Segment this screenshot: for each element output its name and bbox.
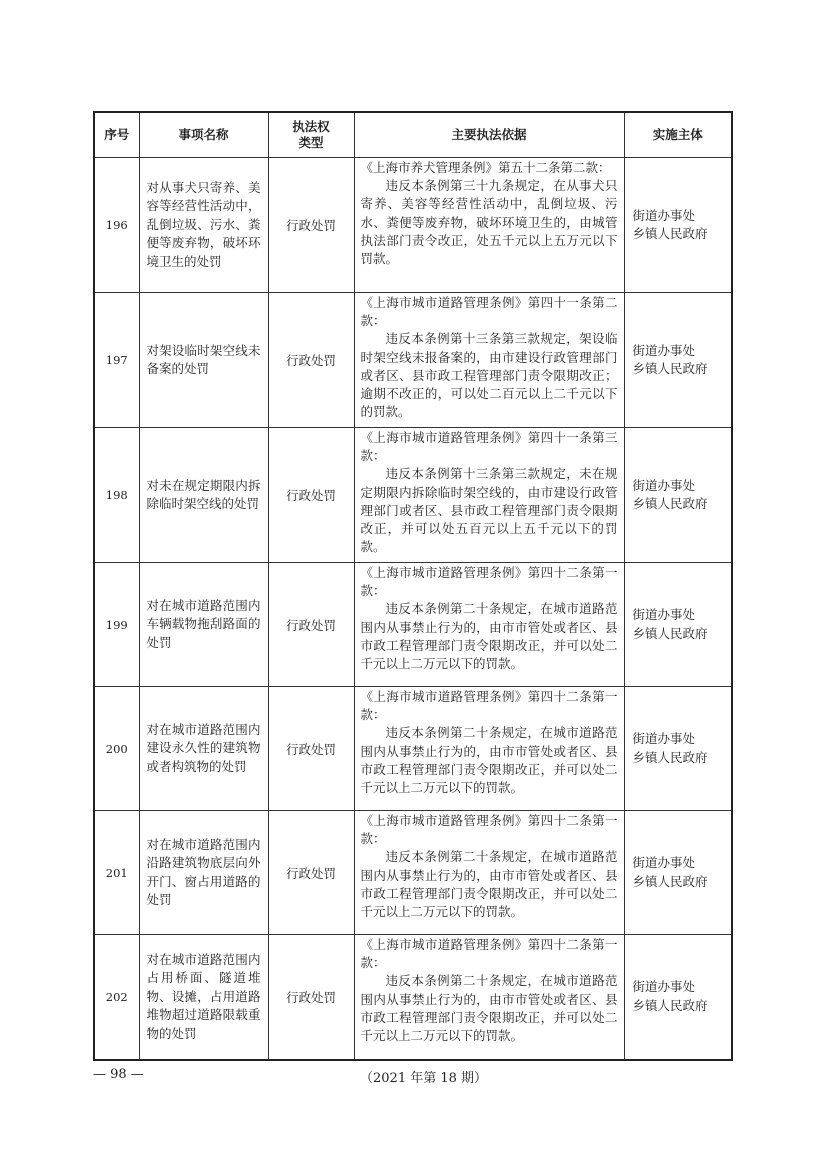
row-num: 198 <box>94 428 139 563</box>
header-type: 执法权 类型 <box>268 112 354 158</box>
row-basis <box>354 811 624 935</box>
row-name: 对从事犬只寄养、美容等经营性活动中，乱倒垃圾、污水、粪便等废弃物，破坏环境卫生的处罚 <box>139 158 268 293</box>
row-type: 行政处罚 <box>268 811 354 935</box>
row-basis <box>354 293 624 428</box>
basis-text: 违反本条例第二十条规定，在城市道路范围内从事禁止行为的，由市市管处或者区、县市政工程管理部门责令限期改正，并可以处二千元以上二万元以下的罚款。 <box>360 601 618 672</box>
header-num: 序号 <box>94 112 139 158</box>
row-name: 对在城市道路范围内车辆载物拖刮路面的处罚 <box>139 563 268 687</box>
table-row <box>94 811 732 935</box>
table-row <box>94 563 732 687</box>
row-type: 行政处罚 <box>268 293 354 428</box>
row-type: 行政处罚 <box>268 428 354 563</box>
row-num: 200 <box>94 687 139 811</box>
table-row <box>94 293 732 428</box>
row-num: 199 <box>94 563 139 687</box>
basis-text: 违反本条例第二十条规定，在城市道路范围内从事禁止行为的，由市市管处或者区、县市政工程管理部门责令限期改正，并可以处二千元以上二万元以下的罚款。 <box>360 973 618 1044</box>
header-basis: 主要执法依据 <box>354 112 624 158</box>
row-basis <box>354 687 624 811</box>
table-row <box>94 935 732 1060</box>
basis-text: 违反本条例第十三条第三款规定，未在规定期限内拆除临时架空线的，由市建设行政管理部门或者区、县市政工程管理部门责令限期改正，并可以处五百元以上五千元以下的罚款。 <box>360 466 618 555</box>
row-num: 201 <box>94 811 139 935</box>
row-basis <box>354 935 624 1060</box>
row-body: 街道办事处 乡镇人民政府 <box>624 935 732 1060</box>
basis-text: 违反本条例第二十条规定，在城市道路范围内从事禁止行为的，由市市管处或者区、县市政工程管理部门责令限期改正，并可以处二千元以上二万元以下的罚款。 <box>360 725 618 796</box>
basis-text: 违反本条例第二十条规定，在城市道路范围内从事禁止行为的，由市市管处或者区、县市政工程管理部门责令限期改正，并可以处二千元以上二万元以下的罚款。 <box>360 849 618 920</box>
table-row <box>94 158 732 293</box>
row-type: 行政处罚 <box>268 158 354 293</box>
basis-title: 《上海市城市道路管理条例》第四十二条第一款： <box>360 813 618 847</box>
table-row <box>94 687 732 811</box>
basis-title: 《上海市城市道路管理条例》第四十一条第二款： <box>360 295 618 329</box>
basis-title: 《上海市养犬管理条例》第五十二条第二款： <box>360 160 611 175</box>
basis-title: 《上海市城市道路管理条例》第四十一条第三款： <box>360 430 618 464</box>
row-name: 对架设临时架空线未备案的处罚 <box>139 293 268 428</box>
table-row <box>94 428 732 563</box>
row-name: 对未在规定期限内拆除临时架空线的处罚 <box>139 428 268 563</box>
header-body: 实施主体 <box>624 112 732 158</box>
basis-title: 《上海市城市道路管理条例》第四十二条第一款： <box>360 565 618 599</box>
row-name: 对在城市道路范围内沿路建筑物底层向外开门、窗占用道路的处罚 <box>139 811 268 935</box>
enforcement-table <box>93 111 733 1061</box>
row-name: 对在城市道路范围内占用桥面、隧道堆物、设摊，占用道路堆物超过道路限载重物的处罚 <box>139 935 268 1060</box>
page-number: — 98 — <box>93 1067 144 1082</box>
row-body: 街道办事处 乡镇人民政府 <box>624 158 732 293</box>
row-basis <box>354 428 624 563</box>
row-basis <box>354 158 624 293</box>
issue-label: （2021 年第 18 期） <box>360 1071 488 1086</box>
basis-title: 《上海市城市道路管理条例》第四十二条第一款： <box>360 937 618 971</box>
basis-text: 违反本条例第十三条第三款规定，架设临时架空线未报备案的，由市建设行政管理部门或者区、县市政工程管理部门责令限期改正；逾期不改正的，可以处二百元以上二千元以下的罚款。 <box>360 331 618 420</box>
row-type: 行政处罚 <box>268 563 354 687</box>
row-basis <box>354 563 624 687</box>
row-num: 202 <box>94 935 139 1060</box>
row-body: 街道办事处 乡镇人民政府 <box>624 428 732 563</box>
row-type: 行政处罚 <box>268 935 354 1060</box>
row-body: 街道办事处 乡镇人民政府 <box>624 811 732 935</box>
row-body: 街道办事处 乡镇人民政府 <box>624 687 732 811</box>
basis-title: 《上海市城市道路管理条例》第四十二条第一款： <box>360 689 618 723</box>
row-name: 对在城市道路范围内建设永久性的建筑物或者构筑物的处罚 <box>139 687 268 811</box>
row-body: 街道办事处 乡镇人民政府 <box>624 293 732 428</box>
table-header-row <box>94 112 732 158</box>
row-num: 196 <box>94 158 139 293</box>
row-type: 行政处罚 <box>268 687 354 811</box>
row-body: 街道办事处 乡镇人民政府 <box>624 563 732 687</box>
row-num: 197 <box>94 293 139 428</box>
basis-text: 违反本条例第三十九条规定，在从事犬只寄养、美容等经营性活动中，乱倒垃圾、污水、粪便等废弃物，破坏环境卫生的，由城管执法部门责令改正，处五千元以上五万元以下罚款。 <box>360 178 618 267</box>
header-name: 事项名称 <box>139 112 268 158</box>
